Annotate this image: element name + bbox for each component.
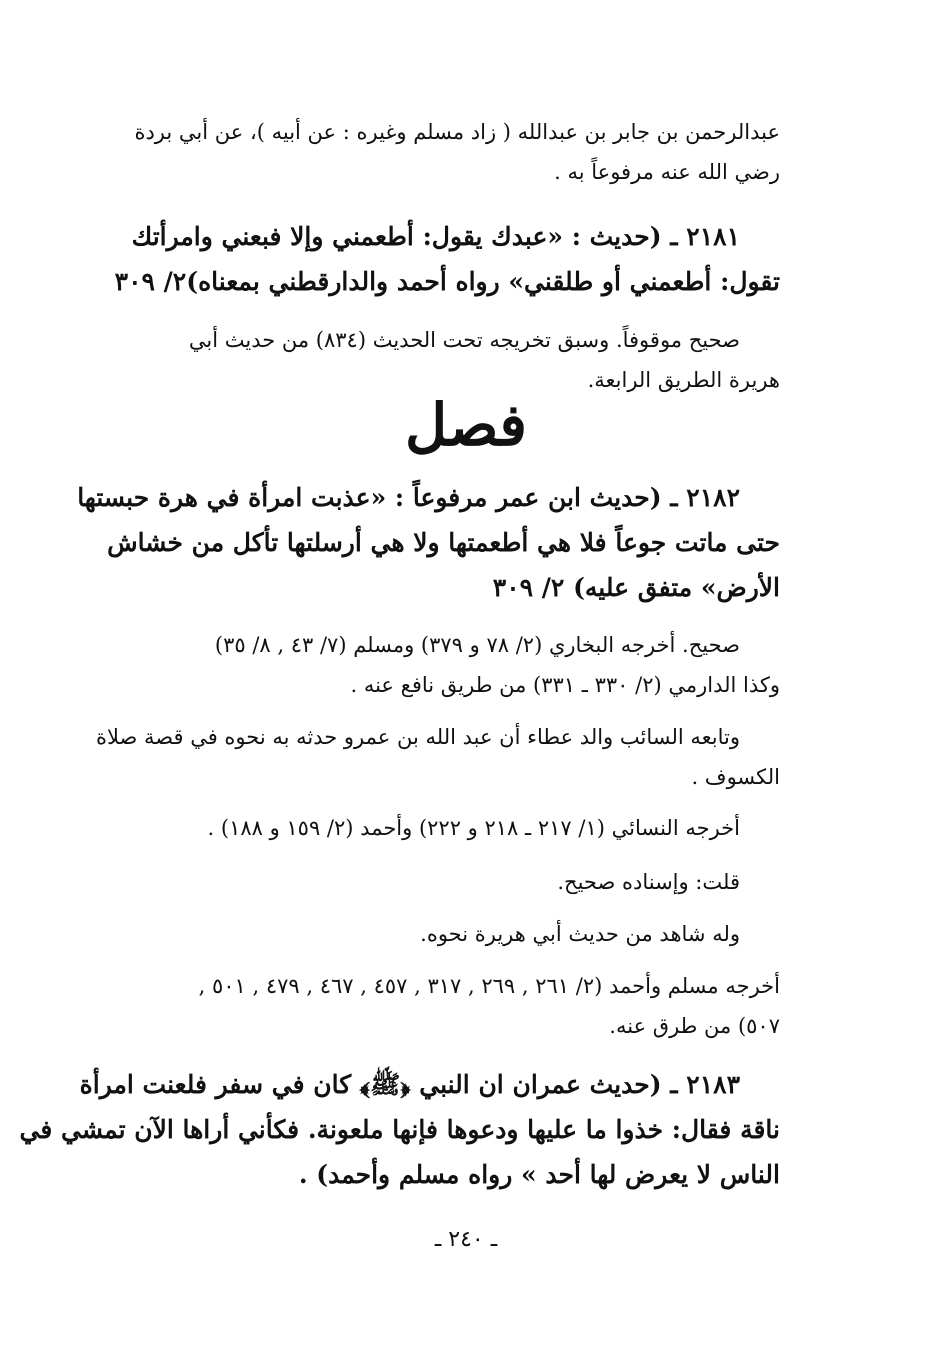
text-line: قلت: وإسناده صحيح.	[557, 870, 740, 894]
hadith-2181	[95, 214, 780, 304]
mutaba-note	[95, 717, 780, 797]
text-line: وكذا الدارمي (٢/ ٣٣٠ ـ ٣٣١) من طريق نافع عنه .	[350, 673, 780, 697]
text-line: ٢١٨١ ـ (حديث : «عبدك يقول: أطعمني وإلا فبعني وامرأتك	[131, 222, 740, 251]
text-line: ٢١٨٣ ـ (حديث عمران ان النبي ﴿ﷺ﴾ كان في سفر فلعنت امرأة	[79, 1070, 740, 1099]
text-line: الناس لا يعرض لها أحد » رواه مسلم وأحمد) .	[298, 1160, 780, 1189]
text-line: صحيح موقوفاً. وسبق تخريجه تحت الحديث (٨٣٤) من حديث أبي	[188, 328, 740, 352]
text-line: أخرجه مسلم وأحمد (٢/ ٢٦١ , ٢٦٩ , ٣١٧ , ٤٥٧ , ٤٦٧ , ٤٧٩ , ٥٠١ ,	[198, 974, 780, 998]
text-line: وتابعه السائب والد عطاء أن عبد الله بن عمرو حدثه به نحوه في قصة صلاة	[95, 725, 740, 749]
section-heading: فصل	[405, 391, 527, 459]
text-line: رضي الله عنه مرفوعاً به .	[554, 160, 780, 184]
hadith-2183	[19, 1062, 780, 1197]
text-line: صحيح. أخرجه البخاري (٢/ ٧٨ و ٣٧٩) ومسلم (٧/ ٤٣ , ٨/ ٣٥)	[214, 633, 740, 657]
text-line: ٢١٨٢ ـ (حديث ابن عمر مرفوعاً : «عذبت امرأة في هرة حبستها	[77, 483, 740, 512]
muslim-ahmad-takhrij	[95, 966, 780, 1046]
nasai-takhrij	[95, 808, 780, 848]
text-line: تقول: أطعمني أو طلقني» رواه أحمد والدارقطني بمعناه)٢/ ٣٠٩	[114, 267, 780, 296]
text-line: الكسوف .	[691, 765, 780, 789]
takhrij-2182	[95, 625, 780, 705]
text-line: هريرة الطريق الرابعة.	[587, 368, 780, 392]
isnad-note	[95, 862, 780, 902]
page-number: ـ ٢٤٠ ـ	[434, 1227, 498, 1252]
text-line: وله شاهد من حديث أبي هريرة نحوه.	[420, 922, 740, 946]
paragraph-continuation	[95, 112, 780, 192]
text-line: ٥٠٧) من طرق عنه.	[609, 1014, 780, 1038]
hadith-2182	[77, 475, 780, 610]
shahid-note	[95, 914, 780, 954]
text-line: حتى ماتت جوعاً فلا هي أطعمتها ولا هي أرسلتها تأكل من خشاش	[107, 528, 780, 557]
text-line: الأرض» متفق عليه) ٢/ ٣٠٩	[492, 573, 780, 602]
text-line: أخرجه النسائي (١/ ٢١٧ ـ ٢١٨ و ٢٢٢) وأحمد (٢/ ١٥٩ و ١٨٨) .	[207, 816, 740, 840]
text-line: ناقة فقال: خذوا ما عليها ودعوها فإنها ملعونة. فكأني أراها الآن تمشي في	[19, 1115, 780, 1144]
text-line: عبدالرحمن بن جابر بن عبدالله ( زاد مسلم وغيره : عن أبيه )، عن أبي بردة	[134, 120, 780, 144]
